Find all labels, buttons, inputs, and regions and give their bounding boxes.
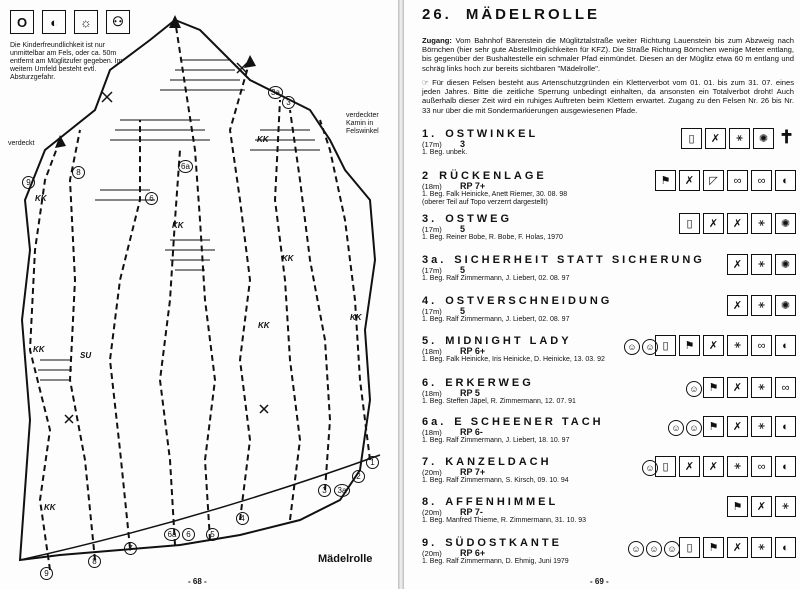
first-ascent: 1. Beg. Manfred Thieme, R. Zimmermann, 31. 10. 93 (422, 517, 587, 524)
smiley-icon: ☺ (624, 339, 640, 355)
route-marker-3a: 3a (334, 484, 350, 497)
quality-smileys (668, 420, 702, 436)
cross-icon: ✝ (778, 127, 795, 147)
route-icons (681, 128, 796, 149)
route-title: ERKERWEG (445, 377, 534, 389)
dance-icon: ⚹ (727, 456, 748, 477)
first-ascent: 1. Beg. Ralf Zimmermann, D. Ehmig, Juni 1979 (422, 558, 569, 565)
route-icons (727, 295, 796, 316)
route-grade: RP 5 (460, 388, 480, 398)
first-ascent: 1. Beg. Falk Heinicke, Anett Riemer, 30. 08. 98 (422, 191, 568, 198)
quality-smileys (686, 381, 702, 397)
rock-name: MÄDELROLLE (465, 6, 601, 23)
rock-number: 26. (422, 6, 452, 23)
access-label: Zugang: (422, 36, 452, 45)
climber-icon: ✗ (703, 456, 724, 477)
route-length: (18m) (422, 347, 442, 356)
carabiner-icon: ◐ (775, 170, 796, 191)
flag-icon: ⚑ (703, 377, 724, 398)
dance-icon: ⚹ (751, 213, 772, 234)
hand-pointer-icon: ☞ (422, 78, 433, 87)
dance-icon: ⚹ (751, 416, 772, 437)
route-icons (655, 170, 796, 191)
route-marker-6: 6 (145, 192, 158, 205)
first-ascent-note: (oberer Teil auf Topo verzerrt dargestellt) (422, 199, 548, 206)
route-icons (727, 254, 796, 275)
rope-icon: ∞ (727, 170, 748, 191)
route-length: (17m) (422, 266, 442, 275)
route-number: 5. (422, 335, 438, 347)
access-description (422, 36, 794, 73)
first-ascent: 1. Beg. Ralf Zimmermann, J. Liebert, 02. 08. 97 (422, 275, 570, 282)
marker-kk: KK (350, 313, 362, 322)
smiley-icon: ☺ (642, 460, 658, 476)
route-number: 6a. (422, 416, 447, 428)
route-description-page (404, 0, 800, 589)
route-title: RÜCKENLAGE (439, 170, 547, 182)
route-grade: 5 (460, 265, 466, 275)
route-grade: RP 7+ (460, 181, 486, 191)
route-number: 6. (422, 377, 438, 389)
route-grade: RP 6+ (460, 346, 486, 356)
quality-smileys (628, 541, 680, 557)
route-marker-6a: 6a (164, 528, 180, 541)
smiley-icon: ☺ (668, 420, 684, 436)
route-number: 8. (422, 496, 438, 508)
quality-smileys (624, 339, 658, 355)
first-ascent: 1. Beg. Ralf Zimmermann, J. Liebert, 02. 08. 97 (422, 316, 570, 323)
climber-icon: ✗ (727, 416, 748, 437)
route-icons (703, 377, 796, 398)
page-number: - 68 - (188, 577, 207, 586)
route-length: (20m) (422, 549, 442, 558)
smiley-icon: ☺ (646, 541, 662, 557)
route-icons (655, 456, 796, 477)
sun-icon: ✺ (775, 213, 796, 234)
climber-icon: ✗ (703, 335, 724, 356)
slab-icon: ◸ (703, 170, 724, 191)
route-marker-3a: 3a (268, 86, 283, 99)
route-title: MIDNIGHT LADY (445, 335, 572, 347)
route-marker-6a: 6a (178, 160, 193, 173)
rope-icon: ∞ (751, 335, 772, 356)
route-icons (727, 496, 796, 517)
route-marker-9: 9 (22, 176, 35, 189)
marker-kk: KK (282, 254, 294, 263)
route-length: (17m) (422, 225, 442, 234)
route-number: 9. (422, 537, 438, 549)
sun-icon: ✺ (775, 295, 796, 316)
smiley-icon: ☺ (642, 339, 658, 355)
route-entry (422, 254, 796, 294)
route-title: E SCHEENER TACH (454, 416, 604, 428)
route-entry (422, 335, 796, 375)
route-length: (18m) (422, 389, 442, 398)
route-length: (18m) (422, 182, 442, 191)
route-marker-6: 6 (182, 528, 195, 541)
route-grade: RP 7- (460, 507, 483, 517)
dance-icon: ⚹ (751, 377, 772, 398)
climber-icon: ✗ (727, 537, 748, 558)
route-grade: 5 (460, 306, 466, 316)
route-title: AFFENHIMMEL (445, 496, 559, 508)
route-entry (422, 213, 796, 253)
marker-kk: KK (44, 503, 56, 512)
half-shade-icon: ◐ (42, 10, 66, 34)
page-title (422, 6, 614, 23)
route-marker-9: 9 (40, 567, 53, 580)
route-number: 7. (422, 456, 438, 468)
dance-icon: ⚹ (751, 295, 772, 316)
route-title: OSTWINKEL (445, 128, 539, 140)
route-title: KANZELDACH (445, 456, 552, 468)
route-marker-2: 2 (352, 470, 365, 483)
route-title: SICHERHEIT STATT SICHERUNG (454, 254, 705, 266)
route-grade: RP 6+ (460, 548, 486, 558)
route-number: 3a. (422, 254, 447, 266)
route-icons (655, 335, 796, 356)
route-entry (422, 170, 796, 210)
smiley-icon: ☺ (664, 541, 680, 557)
route-grade: 3 (460, 139, 466, 149)
climber-icon: ✗ (727, 254, 748, 275)
flag-icon: ⚑ (703, 537, 724, 558)
climber-icon: ✗ (703, 213, 724, 234)
climber-icon: ✗ (727, 377, 748, 398)
page-number: - 69 - (590, 577, 609, 586)
route-icons (703, 416, 796, 437)
route-icons (679, 537, 796, 558)
access-text: Vom Bahnhof Bärenstein die Müglitztalstraße weiter Richtung Lauenstein bis zum Abzweig nach Börnchen (hier sehr gute Abstellmöglichkeiten für KFZ). Die Straße Richtung Börnchen wenige Meter entlang, bis gegenüber der Bushaltestelle ein schmaler Pfad einmündet. Diesen an der Müglitz etwa 60 m entlang und schräg links hoch zur bereits sichtbaren "Mädelrolle". (422, 36, 794, 73)
first-ascent: 1. Beg. Ralf Zimmermann, S. Kirsch, 09. 10. 94 (422, 477, 569, 484)
flag-icon: ⚑ (703, 416, 724, 437)
route-length: (20m) (422, 508, 442, 517)
route-marker-5: 5 (206, 528, 219, 541)
smiley-icon: ☺ (686, 381, 702, 397)
route-title: SÜDOSTKANTE (445, 537, 562, 549)
route-length: (17m) (422, 307, 442, 316)
climber-icon: ✗ (751, 496, 772, 517)
route-number: 1. (422, 128, 438, 140)
marker-kk: KK (35, 194, 47, 203)
family-icon: ⚇ (106, 10, 130, 34)
dance-icon: ⚹ (729, 128, 750, 149)
route-marker-1: 1 (366, 456, 379, 469)
carabiner-icon: ◐ (775, 537, 796, 558)
chimney-icon: ▯ (655, 335, 676, 356)
marker-su: SU (80, 351, 92, 360)
route-marker-8: 8 (72, 166, 85, 179)
first-ascent: 1. Beg. Reiner Bobe, R. Bobe, F. Holas, 1970 (422, 234, 563, 241)
route-entry (422, 416, 796, 456)
chimney-icon: ▯ (679, 537, 700, 558)
climber-icon: ✗ (705, 128, 726, 149)
route-marker-7: 7 (124, 542, 137, 555)
rope-icon: ∞ (775, 377, 796, 398)
ban-text: Für diesen Felsen besteht aus Artenschutzgründen ein Kletterverbot vom 01. 01. bis zum 31. 07. eines jeden Jahres. Bitte die zeitliche Sperrung unbedingt einhalten, da ansonsten ein Totalverbot droht! Auch außerhalb dieser Zeit wird ein ruhiges Auftreten beim Klettern erwartet. Zugang zu den Felsen Nr. 26 bis Nr. 33 nur über die mit Sondermarkierungen ausgewiesenen Pfade. (422, 78, 794, 115)
first-ascent: 1. Beg. unbek. (422, 149, 468, 156)
climbing-ban-note (422, 78, 794, 115)
route-entry (422, 456, 796, 496)
climber-icon: ✗ (679, 170, 700, 191)
marker-kk: KK (257, 135, 269, 144)
sun-shade-icon: ☼ (74, 10, 98, 34)
route-grade: RP 7+ (460, 467, 486, 477)
carabiner-icon: ◐ (775, 456, 796, 477)
route-marker-8: 8 (88, 555, 101, 568)
route-number: 3. (422, 213, 438, 225)
flag-icon: ⚑ (679, 335, 700, 356)
flag-icon: ⚑ (727, 496, 748, 517)
route-entry (422, 377, 796, 417)
smiley-icon: ☺ (628, 541, 644, 557)
route-length: (17m) (422, 140, 442, 149)
route-marker-3: 3 (282, 96, 295, 109)
sun-icon: ✺ (775, 254, 796, 275)
route-number: 2 (422, 170, 432, 182)
tree-icon: O (10, 10, 34, 34)
climber-icon: ✗ (727, 213, 748, 234)
climber-icon: ✗ (679, 456, 700, 477)
first-ascent: 1. Beg. Ralf Zimmermann, J. Liebert, 18. 10. 97 (422, 437, 570, 444)
route-entry (422, 537, 796, 577)
carabiner-icon: ◐ (775, 335, 796, 356)
chimney-icon: ▯ (681, 128, 702, 149)
first-ascent: 1. Beg. Falk Heinicke, Iris Heinicke, D. Heinicke, 13. 03. 92 (422, 356, 605, 363)
route-entry (422, 128, 796, 168)
marker-kk: KK (172, 221, 184, 230)
route-entry (422, 496, 796, 536)
note-verdeckt: verdeckt (8, 140, 35, 147)
dance-icon: ⚹ (775, 496, 796, 517)
route-grade: 5 (460, 224, 466, 234)
route-title: OSTVERSCHNEIDUNG (445, 295, 613, 307)
rock-topo-drawing (0, 0, 398, 589)
chimney-icon: ▯ (655, 456, 676, 477)
marker-kk: KK (258, 321, 270, 330)
route-number: 4. (422, 295, 438, 307)
route-entry (422, 295, 796, 335)
child-friendliness-note: Die Kinderfreundlichkeit ist nur unmittelbar am Fels, oder ca. 50m entfernt am Müglitzufer gegeben. Im weitern Umfeld besteht evtl. Absturzgefahr. (10, 42, 123, 81)
route-grade: RP 6- (460, 427, 483, 437)
first-ascent: 1. Beg. Steffen Jäpel, R. Zimmermann, 12. 07. 91 (422, 398, 576, 405)
dance-icon: ⚹ (751, 537, 772, 558)
marker-kk: KK (33, 345, 45, 354)
topo-title: Mädelrolle (318, 553, 373, 565)
route-marker-4: 4 (236, 512, 249, 525)
climber-icon: ✗ (727, 295, 748, 316)
quality-smileys (642, 460, 658, 476)
topo-page (0, 0, 398, 589)
rock-outline (20, 20, 375, 560)
carabiner-icon: ◐ (775, 416, 796, 437)
rope-icon: ∞ (751, 170, 772, 191)
flag-icon: ⚑ (655, 170, 676, 191)
chimney-icon: ▯ (679, 213, 700, 234)
route-title: OSTWEG (445, 213, 513, 225)
route-length: (20m) (422, 468, 442, 477)
dance-icon: ⚹ (751, 254, 772, 275)
route-marker-3: 3 (318, 484, 331, 497)
sun-icon: ✺ (753, 128, 774, 149)
rope-icon: ∞ (751, 456, 772, 477)
dance-icon: ⚹ (727, 335, 748, 356)
note-hidden-chimney: verdeckter Kamin in Felswinkel (346, 112, 379, 135)
route-length: (18m) (422, 428, 442, 437)
smiley-icon: ☺ (686, 420, 702, 436)
route-icons (679, 213, 796, 234)
